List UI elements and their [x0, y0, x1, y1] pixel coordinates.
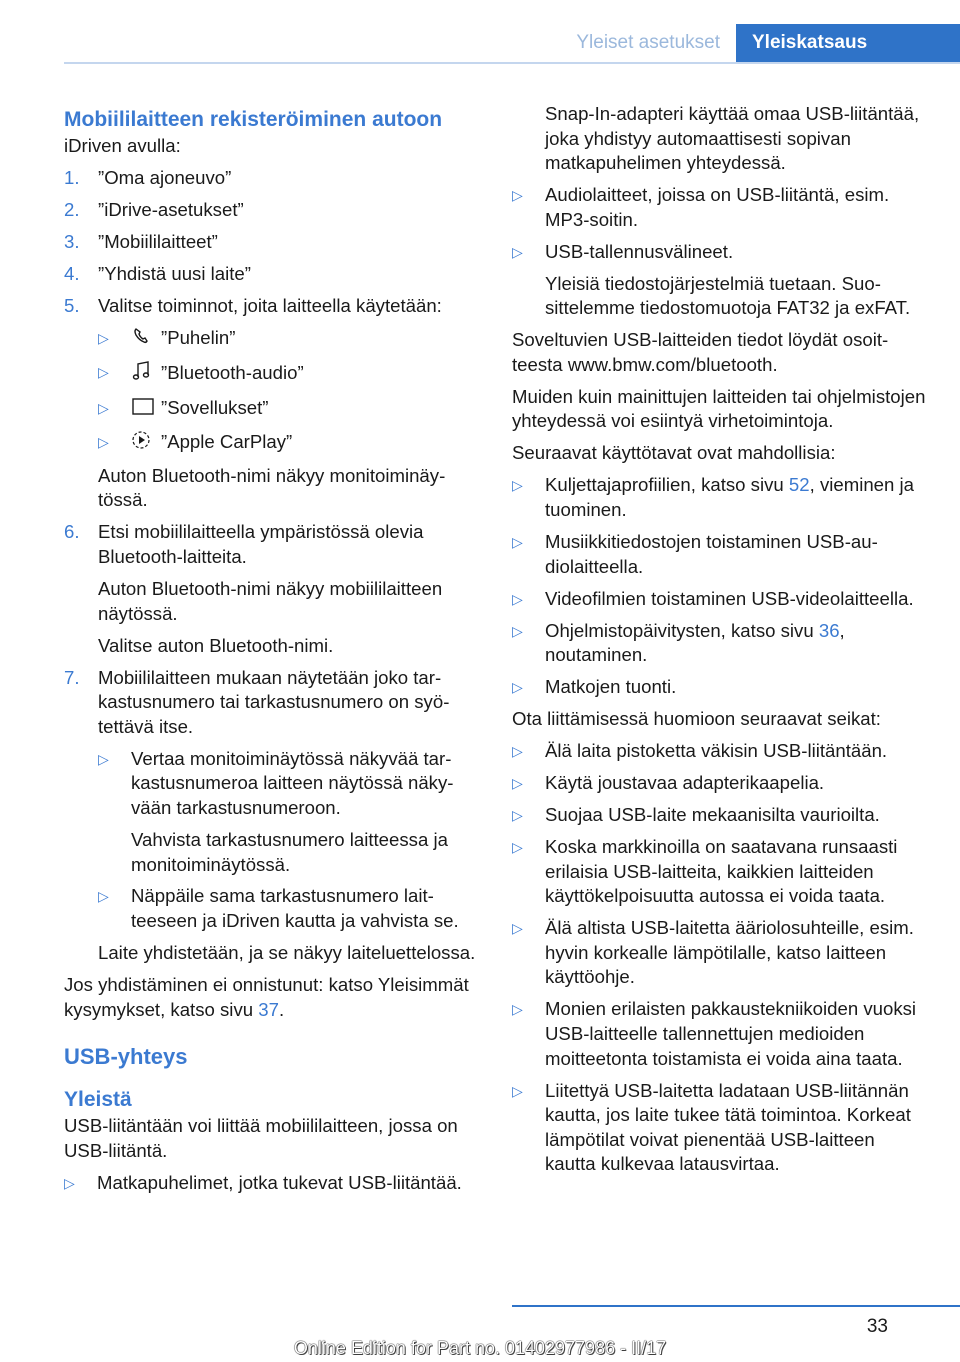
step7-bullet-compare: ▷ Vertaa monitoiminäytössä näkyvää tarkastusnumeroa laitteen näytössä näkyvään tarkastusnumeroon. Vahvista tarkastusnumero laitteessa ja monitoiminäytössä.: [98, 747, 478, 877]
page-number: 33: [866, 1316, 888, 1337]
usage-bullet-software: ▷ Ohjelmistopäivitysten, katso sivu 36, noutaminen.: [512, 619, 926, 668]
note-bullet: ▷ Koska markkinoilla on saatavana runsaasti erilaisia USB-laitteita, kaikkien laitteiden käyttökelpoisuutta autossa ei voida taata.: [512, 835, 926, 909]
footer-rule: [512, 1305, 960, 1307]
note-bullet: ▷ Käytä joustavaa adapterikaapelia.: [512, 771, 926, 796]
bullet-triangle-icon: ▷: [98, 399, 109, 416]
header-rule: [64, 62, 960, 64]
option-phone: ▷ ”Puhelin”: [98, 326, 478, 353]
usage-bullet-trips: ▷ Matkojen tuonti.: [512, 675, 926, 700]
general-bullet: ▷ Matkapuhelimet, jotka tukevat USB-liitäntää.: [64, 1171, 478, 1196]
bullet-triangle-icon: ▷: [512, 243, 523, 260]
bullet-triangle-icon: ▷: [512, 807, 523, 824]
music-note-icon: [131, 360, 155, 389]
bullet-triangle-icon: ▷: [64, 1174, 75, 1191]
bullet-triangle-icon: ▷: [98, 750, 109, 767]
apps-icon: [131, 396, 155, 423]
notes-intro: Ota liittämisessä huomioon seuraavat seikat:: [512, 708, 881, 730]
bullet-triangle-icon: ▷: [512, 477, 523, 494]
bullet-triangle-icon: ▷: [512, 590, 523, 607]
bullet-triangle-icon: ▷: [98, 363, 109, 380]
step-2: 2. ”iDrive-asetukset”: [64, 198, 244, 220]
usage-bullet-music: ▷ Musiikkitiedostojen toistaminen USB-audiolaitteella.: [512, 530, 926, 579]
general-heading: Yleistä: [64, 1088, 132, 1112]
note-bullet: ▷ Suojaa USB-laite mekaanisilta vaurioilta.: [512, 803, 926, 828]
bullet-triangle-icon: ▷: [512, 679, 523, 696]
option-apps: ▷ ”Sovellukset”: [98, 396, 478, 423]
bullet-triangle-icon: ▷: [512, 1082, 523, 1099]
carplay-icon: [131, 430, 155, 457]
section-heading: Mobiililaitteen rekisteröiminen autoon: [64, 108, 443, 131]
step-6: 6. Etsi mobiililaitteella ympäristössä olevia Bluetooth-laitteita. Auton Bluetooth-nimi näkyy mobiililaitteen näytössä. Valitse auton Bluetooth-nimi.: [64, 521, 443, 656]
step-4: 4. ”Yhdistä uusi laite”: [64, 262, 251, 284]
note-bullet: ▷ Älä altista USB-laitetta ääriolosuhteille, esim. hyvin korkealle lämpötilalle, katso laitteen käyttöohje.: [512, 916, 926, 990]
step-1: 1. ”Oma ajoneuvo”: [64, 166, 232, 188]
right-column: [512, 102, 926, 1184]
note-bullet: ▷ Monien erilaisten pakkaustekniikoiden vuoksi USB-laitteelle tallennettujen medioiden moitteetonta toistamista ei voida aina taata.: [512, 997, 926, 1071]
left-column: [64, 100, 478, 1203]
bullet-triangle-icon: ▷: [512, 920, 523, 937]
intro-text: iDriven avulla:: [64, 135, 181, 156]
option-bluetooth-audio: ▷ ”Bluetooth-audio”: [98, 360, 478, 389]
note-bullet: ▷ Älä laita pistoketta väkisin USB-liitäntään.: [512, 739, 926, 764]
note-bullet: ▷ Liitettyä USB-laitetta ladataan USB-liitännän kautta, jos laite tukee tätä toimintoa. Korkeat lämpötilat voivat pienentää USB-laitteen kautta kulkevaa latausvirtaa.: [512, 1079, 926, 1177]
error-text: Muiden kuin mainittujen laitteiden tai ohjelmistojen yhteydessä voi esiintyä virhetoimintoja.: [512, 385, 926, 432]
bullet-triangle-icon: ▷: [512, 1001, 523, 1018]
bullet-triangle-icon: ▷: [98, 329, 109, 346]
tab-yleiset-asetukset[interactable]: Yleiset asetukset: [576, 32, 720, 53]
device-bullet-storage: ▷ USB-tallennusvälineet. Yleisiä tiedostojärjestelmiä tuetaan. Suosittelemme tiedostomuotoja FAT32 ja exFAT.: [512, 240, 926, 321]
info-text: Soveltuvien USB-laitteiden tiedot löydät osoitteesta www.bmw.com/bluetooth.: [512, 329, 889, 375]
usb-heading: USB-yhteys: [64, 1044, 188, 1070]
continuation-text: Snap-In-adapteri käyttää omaa USB-liitäntää, joka yhdistyy automaattisesti sopivan matkapuhelimen yhteydessä.: [545, 103, 920, 174]
page-link-36[interactable]: 36: [818, 619, 840, 641]
step7-note: Laite yhdistetään, ja se näkyy laiteluettelossa.: [98, 942, 476, 964]
bullet-triangle-icon: ▷: [512, 839, 523, 856]
bullet-triangle-icon: ▷: [512, 187, 523, 204]
bullet-triangle-icon: ▷: [512, 743, 523, 760]
page-link-37[interactable]: 37: [258, 998, 279, 1020]
general-text: USB-liitäntään voi liittää mobiililaitteen, jossa on USB-liitäntä.: [64, 1115, 458, 1161]
step-7: 7. Mobiililaitteen mukaan näytetään joko tarkastusnumero tai tarkastusnumero on syötettävä itse. ▷ Vertaa monitoiminäytössä näkyvää tarkastusnumeroa laitteen näytössä näkyvään tarkastusnumeroon. Vahvista tarkastusnumero laitteessa ja monitoiminäytössä. ▷ Näppäile sama tarkastusnumero laitteeseen ja iDriven kautta ja vahvista se. Laite yhdistetään, ja se näkyy laiteluettelossa.: [64, 666, 478, 966]
page-link-52[interactable]: 52: [788, 474, 810, 496]
device-bullet-audio: ▷ Audiolaitteet, joissa on USB-liitäntä, esim. MP3-soitin.: [512, 183, 926, 232]
phone-icon: [131, 326, 155, 353]
step7-bullet-enter: ▷ Näppäile sama tarkastusnumero laitteeseen ja iDriven kautta ja vahvista se.: [98, 884, 478, 933]
bullet-triangle-icon: ▷: [512, 534, 523, 551]
bullet-triangle-icon: ▷: [98, 433, 109, 450]
bullet-triangle-icon: ▷: [98, 888, 109, 905]
option-carplay: ▷ ”Apple CarPlay”: [98, 430, 478, 457]
usage-bullet-video: ▷ Videofilmien toistaminen USB-videolaitteella.: [512, 587, 926, 612]
edition-footer: Online Edition for Part no. 01402977986 - II/17: [293, 1338, 667, 1358]
step-3: 3. ”Mobiililaitteet”: [64, 230, 218, 252]
bullet-triangle-icon: ▷: [512, 775, 523, 792]
usage-intro: Seuraavat käyttötavat ovat mahdollisia:: [512, 442, 836, 464]
step-5: 5. Valitse toiminnot, joita laitteella käytetään: ▷ ”Puhelin” ▷ ”Bluetooth-audio” ▷ ”Sovellukset” ▷ ”Apple CarPlay” Auton Bluetooth-nimi näkyy monitoiminäytössä.: [64, 294, 478, 513]
usage-bullet-profiles: ▷ Kuljettajaprofiilien, katso sivu 52, vieminen ja tuominen.: [512, 473, 926, 522]
bullet-triangle-icon: ▷: [512, 622, 523, 639]
step5-note: Auton Bluetooth-nimi näkyy monitoiminäytössä.: [98, 464, 446, 511]
tab-yleiskatsaus[interactable]: Yleiskatsaus: [736, 24, 960, 62]
fail-text: Jos yhdistäminen ei onnistunut: katso Yleisimmät kysymykset, katso sivu 37.: [64, 974, 469, 1020]
